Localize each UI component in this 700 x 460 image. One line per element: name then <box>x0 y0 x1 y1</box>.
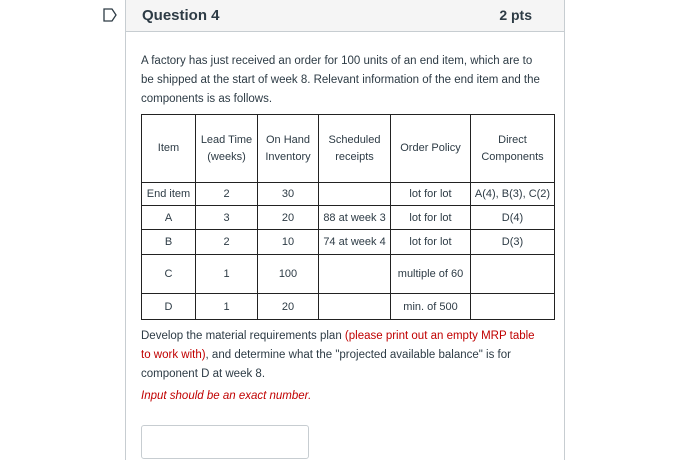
print-mrp-hint: (please print out an empty MRP table to work with) <box>141 330 535 361</box>
cell-lead: 2 <box>196 230 258 255</box>
exact-number-note: Input should be an exact number. <box>141 390 312 402</box>
table-header-row <box>142 115 555 183</box>
cell-lead: 1 <box>196 255 258 294</box>
header-on-hand: On Hand Inventory <box>258 115 319 183</box>
cell-scheduled <box>319 294 391 320</box>
cell-item: A <box>142 206 196 230</box>
cell-onhand: 20 <box>258 294 319 320</box>
cell-onhand: 30 <box>258 183 319 206</box>
cell-onhand: 100 <box>258 255 319 294</box>
cell-onhand: 20 <box>258 206 319 230</box>
question-card <box>125 0 565 460</box>
cell-onhand: 10 <box>258 230 319 255</box>
question-header <box>126 0 564 32</box>
table-row <box>142 206 555 230</box>
cell-direct: D(3) <box>471 230 555 255</box>
table-row <box>142 255 555 294</box>
question-prompt: A factory has just received an order for 100 units of an end item, which are to be shipped at the start of week 8. Relevant information of the end item and the components is as follows. <box>141 55 540 105</box>
cell-item: End item <box>142 183 196 206</box>
cell-scheduled <box>319 255 391 294</box>
cell-scheduled: 74 at week 4 <box>319 230 391 255</box>
cell-item: D <box>142 294 196 320</box>
header-item: Item <box>142 115 196 183</box>
bookmark-flag-icon[interactable] <box>102 8 118 22</box>
answer-input[interactable] <box>141 425 309 459</box>
cell-lead: 3 <box>196 206 258 230</box>
cell-direct <box>471 294 555 320</box>
cell-policy: lot for lot <box>391 206 471 230</box>
table-row <box>142 230 555 255</box>
cell-policy: lot for lot <box>391 183 471 206</box>
header-order-policy: Order Policy <box>391 115 471 183</box>
cell-direct: A(4), B(3), C(2) <box>471 183 555 206</box>
item-info-table <box>141 114 555 320</box>
table-row <box>142 183 555 206</box>
question-points: 2 pts <box>499 7 532 23</box>
cell-lead: 1 <box>196 294 258 320</box>
cell-policy: lot for lot <box>391 230 471 255</box>
cell-direct: D(4) <box>471 206 555 230</box>
cell-policy: multiple of 60 <box>391 255 471 294</box>
question-title: Question 4 <box>142 7 220 24</box>
cell-scheduled <box>319 183 391 206</box>
followup-instructions: Develop the material requirements plan (please print out an empty MRP table to work with), and determine what the "projected available balance" is for component D at week 8. <box>141 330 535 380</box>
cell-policy: min. of 500 <box>391 294 471 320</box>
header-scheduled-receipts: Scheduled receipts <box>319 115 391 183</box>
table-row <box>142 294 555 320</box>
cell-direct <box>471 255 555 294</box>
cell-item: B <box>142 230 196 255</box>
header-direct-components: Direct Components <box>471 115 555 183</box>
header-lead-time: Lead Time (weeks) <box>196 115 258 183</box>
cell-scheduled: 88 at week 3 <box>319 206 391 230</box>
cell-lead: 2 <box>196 183 258 206</box>
cell-item: C <box>142 255 196 294</box>
